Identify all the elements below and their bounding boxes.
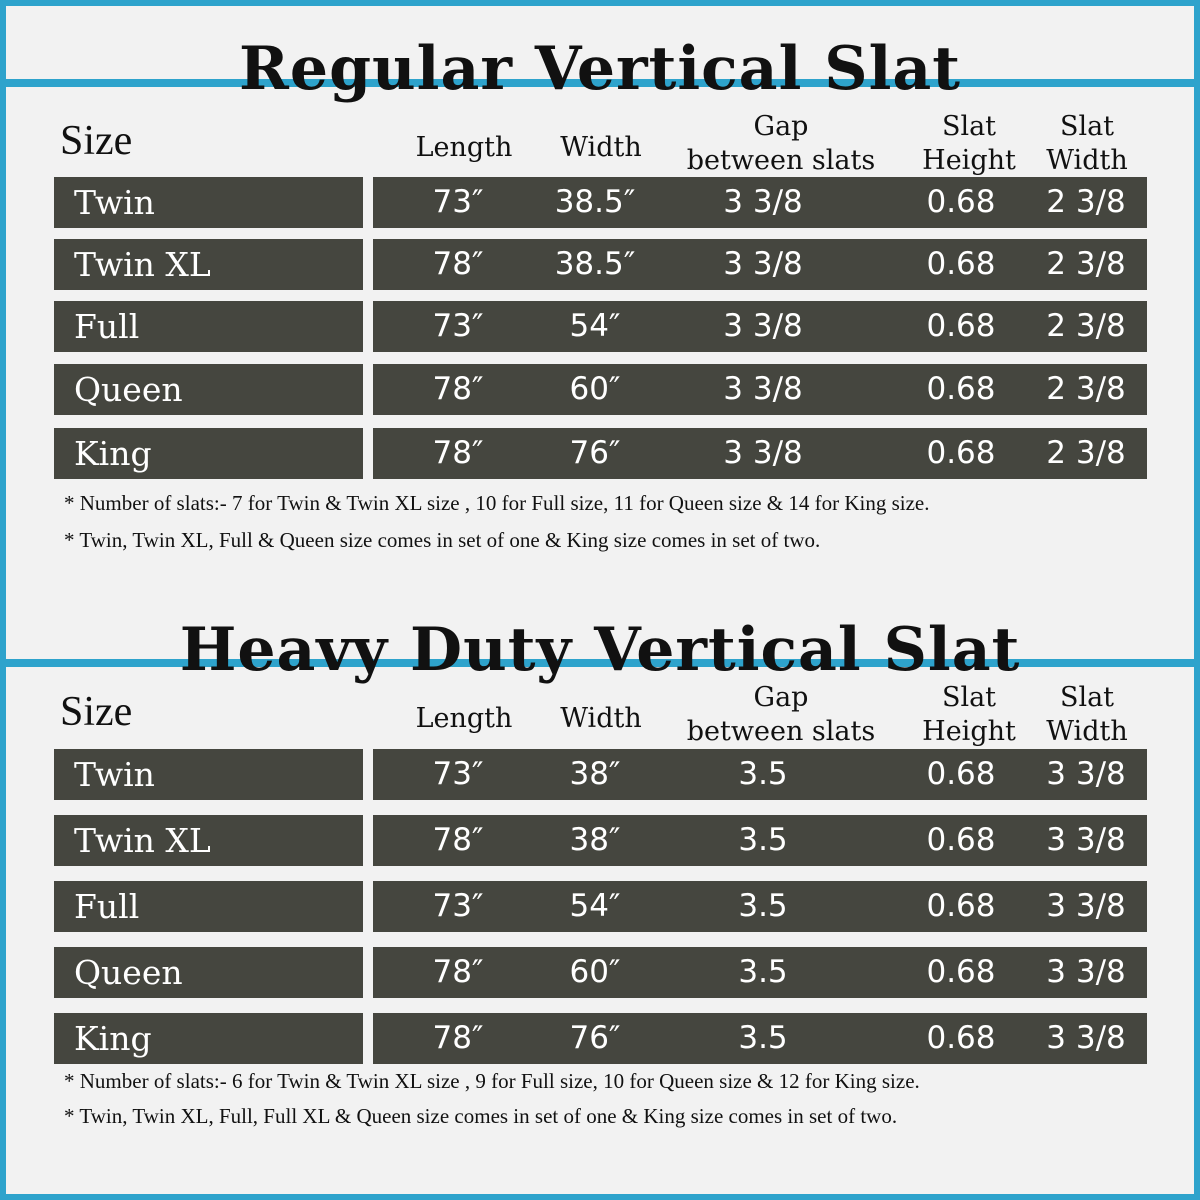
cell-width: 54″ — [569, 308, 621, 344]
cell-slat-width: 3 3/8 — [1046, 822, 1126, 858]
cell-gap: 3 3/8 — [723, 184, 803, 220]
cell-slat-width: 2 3/8 — [1046, 435, 1126, 471]
cell-size: Full — [74, 887, 140, 926]
cell-slat-width: 2 3/8 — [1046, 371, 1126, 407]
cell-width: 38.5″ — [554, 184, 636, 220]
cell-length: 78″ — [432, 822, 484, 858]
cell-gap: 3 3/8 — [723, 246, 803, 282]
table-row-size — [54, 239, 363, 290]
cell-width: 54″ — [569, 888, 621, 924]
header-gap-line1: Gap — [753, 111, 809, 142]
header-size: Size — [60, 689, 133, 735]
table-row-values — [373, 428, 1147, 479]
cell-width: 60″ — [569, 371, 621, 407]
cell-slat-width: 3 3/8 — [1046, 756, 1126, 792]
cell-length: 78″ — [432, 1020, 484, 1056]
header-width: Width — [560, 703, 642, 734]
footnote-slat-count: * Number of slats:- 7 for Twin & Twin XL size , 10 for Full size, 11 for Queen size & 14 for King size. — [64, 491, 930, 515]
header-length: Length — [415, 132, 513, 163]
cell-gap: 3.5 — [738, 756, 788, 792]
table-row-size — [54, 815, 363, 866]
cell-size: Full — [74, 307, 140, 346]
cell-gap: 3 3/8 — [723, 308, 803, 344]
section-title-regular: Regular Vertical Slat — [239, 34, 961, 104]
cell-width: 38″ — [569, 822, 621, 858]
table-row-values — [373, 177, 1147, 228]
cell-size: Queen — [74, 953, 183, 992]
header-slat-height-line1: Slat — [941, 682, 997, 713]
cell-slat-width: 3 3/8 — [1046, 1020, 1126, 1056]
cell-length: 73″ — [432, 888, 484, 924]
cell-slat-height: 0.68 — [926, 246, 996, 282]
cell-slat-height: 0.68 — [926, 435, 996, 471]
cell-size: Twin — [74, 183, 155, 222]
table-row-values — [373, 239, 1147, 290]
footnote-set-count: * Twin, Twin XL, Full & Queen size comes in set of one & King size comes in set of two. — [64, 528, 821, 552]
footnote-set-count: * Twin, Twin XL, Full, Full XL & Queen size comes in set of one & King size comes in set of two. — [64, 1104, 898, 1128]
cell-slat-height: 0.68 — [926, 308, 996, 344]
table-row-values — [373, 749, 1147, 800]
header-gap-line2: between slats — [686, 145, 876, 176]
cell-size: King — [74, 1019, 152, 1058]
header-length: Length — [415, 703, 513, 734]
cell-size: Twin — [74, 755, 155, 794]
table-row-values — [373, 1013, 1147, 1064]
cell-gap: 3.5 — [738, 822, 788, 858]
cell-width: 76″ — [569, 1020, 621, 1056]
footnote-slat-count: * Number of slats:- 6 for Twin & Twin XL size , 9 for Full size, 10 for Queen size & 12 for King size. — [64, 1069, 920, 1093]
cell-gap: 3 3/8 — [723, 435, 803, 471]
cell-size: Queen — [74, 370, 183, 409]
section-title-heavy-duty: Heavy Duty Vertical Slat — [179, 615, 1021, 685]
header-slat-height-line2: Height — [922, 716, 1016, 747]
header-slat-width-line2: Width — [1046, 716, 1128, 747]
cell-length: 73″ — [432, 756, 484, 792]
cell-slat-width: 3 3/8 — [1046, 954, 1126, 990]
cell-gap: 3 3/8 — [723, 371, 803, 407]
cell-slat-height: 0.68 — [926, 371, 996, 407]
header-slat-width-line2: Width — [1046, 145, 1128, 176]
table-row-size — [54, 301, 363, 352]
cell-slat-width: 2 3/8 — [1046, 246, 1126, 282]
cell-gap: 3.5 — [738, 954, 788, 990]
header-slat-width-line1: Slat — [1059, 682, 1115, 713]
cell-length: 78″ — [432, 954, 484, 990]
table-row-size — [54, 177, 363, 228]
table-row-size — [54, 364, 363, 415]
table-row-size — [54, 428, 363, 479]
cell-slat-height: 0.68 — [926, 822, 996, 858]
cell-length: 78″ — [432, 246, 484, 282]
cell-length: 78″ — [432, 435, 484, 471]
table-row-size — [54, 947, 363, 998]
table-row-size — [54, 749, 363, 800]
cell-slat-height: 0.68 — [926, 888, 996, 924]
cell-slat-height: 0.68 — [926, 756, 996, 792]
header-gap-line2: between slats — [686, 716, 876, 747]
header-slat-height-line2: Height — [922, 145, 1016, 176]
table-row-size — [54, 881, 363, 932]
cell-width: 76″ — [569, 435, 621, 471]
table-row-size — [54, 1013, 363, 1064]
cell-slat-width: 2 3/8 — [1046, 184, 1126, 220]
cell-size: King — [74, 434, 152, 473]
cell-slat-width: 2 3/8 — [1046, 308, 1126, 344]
header-slat-height-line1: Slat — [941, 111, 997, 142]
cell-slat-height: 0.68 — [926, 954, 996, 990]
cell-size: Twin XL — [74, 245, 211, 284]
table-row-values — [373, 301, 1147, 352]
cell-length: 78″ — [432, 371, 484, 407]
table-row-values — [373, 881, 1147, 932]
cell-slat-height: 0.68 — [926, 184, 996, 220]
cell-length: 73″ — [432, 308, 484, 344]
cell-length: 73″ — [432, 184, 484, 220]
table-row-values — [373, 364, 1147, 415]
cell-gap: 3.5 — [738, 1020, 788, 1056]
cell-slat-height: 0.68 — [926, 1020, 996, 1056]
header-size: Size — [60, 118, 133, 164]
cell-slat-width: 3 3/8 — [1046, 888, 1126, 924]
table-row-values — [373, 947, 1147, 998]
cell-width: 38.5″ — [554, 246, 636, 282]
header-gap-line1: Gap — [753, 682, 809, 713]
cell-size: Twin XL — [74, 821, 211, 860]
header-width: Width — [560, 132, 642, 163]
table-row-values — [373, 815, 1147, 866]
cell-gap: 3.5 — [738, 888, 788, 924]
cell-width: 38″ — [569, 756, 621, 792]
header-slat-width-line1: Slat — [1059, 111, 1115, 142]
cell-width: 60″ — [569, 954, 621, 990]
